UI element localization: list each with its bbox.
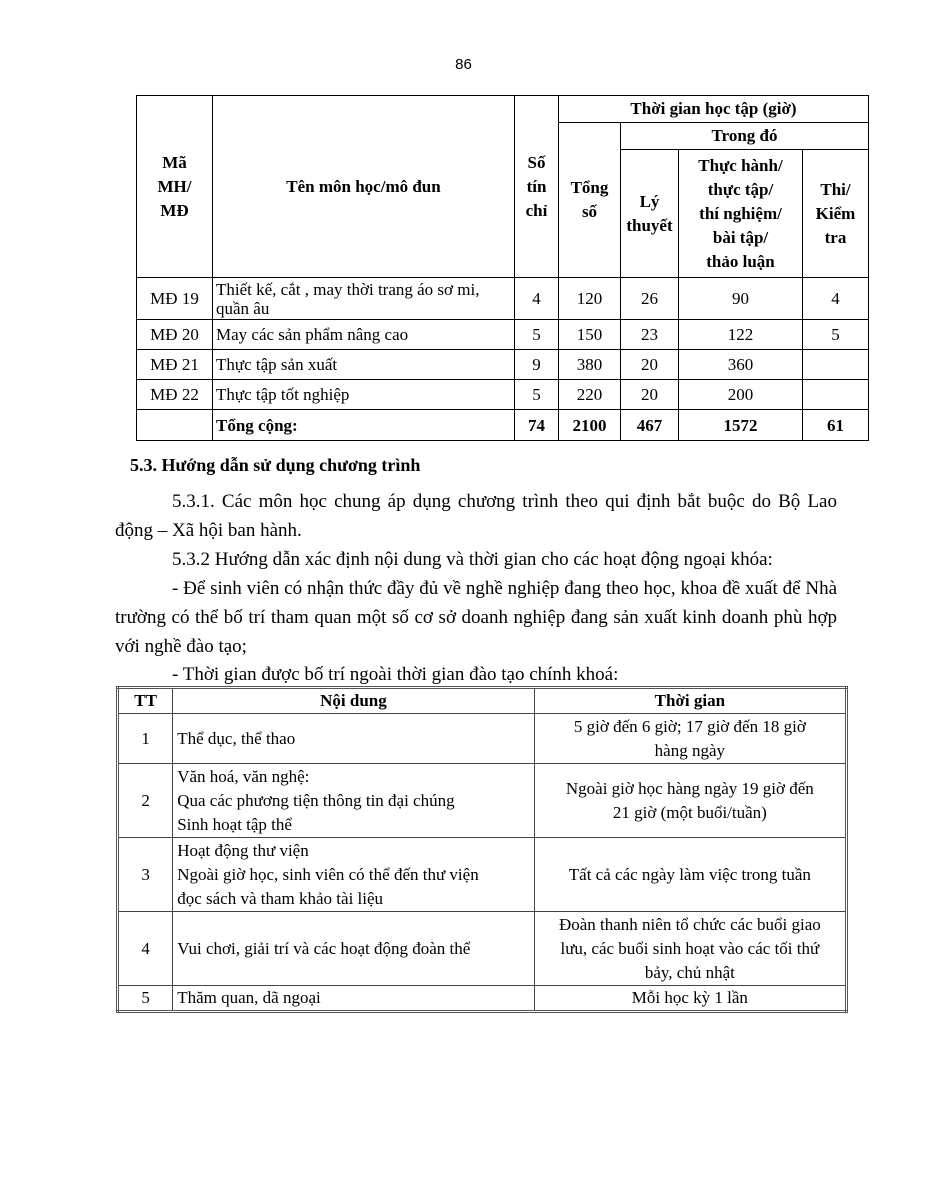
paragraph-field-trip: - Để sinh viên có nhận thức đầy đủ về nghề nghiệp đang theo học, khoa đề xuất để Nhà trường có thể bố trí tham quan một số cơ sở doanh nghiệp đang sản xuất kinh doanh phù hợp với nghề đào tạo; <box>115 578 837 657</box>
header-content: Nội dung <box>173 688 534 714</box>
header-tt: TT <box>118 688 173 714</box>
header-total: Tổng số <box>559 123 621 278</box>
header-credits: Số tín chỉ <box>515 96 559 278</box>
table-row: MĐ 19 Thiết kế, cắt , may thời trang áo sơ mi, quần âu 4 120 26 90 4 <box>137 278 869 320</box>
paragraph-time-allocation: - Thời gian được bố trí ngoài thời gian đào tạo chính khoá: <box>172 664 619 685</box>
table-row: 2 Văn hoá, văn nghệ: Qua các phương tiện thông tin đại chúng Sinh hoạt tập thể Ngoài giờ học hàng ngày 19 giờ đến 21 giờ (một buổi/tuần) <box>118 764 847 838</box>
header-time: Thời gian <box>534 688 846 714</box>
paragraph-extracurricular-guide: 5.3.2 Hướng dẫn xác định nội dung và thời gian cho các hoạt động ngoại khóa: <box>172 549 773 570</box>
table-row: 3 Hoạt động thư viện Ngoài giờ học, sinh viên có thể đến thư viện đọc sách và tham khảo tài liệu Tất cả các ngày làm việc trong tuần <box>118 838 847 912</box>
header-name: Tên môn học/mô đun <box>213 96 515 278</box>
total-row: Tổng cộng: 74 2100 467 1572 61 <box>137 410 869 441</box>
header-theory: Lý thuyết <box>621 150 679 278</box>
header-code: Mã MH/ MĐ <box>137 96 213 278</box>
table-row: 1 Thể dục, thể thao 5 giờ đến 6 giờ; 17 giờ đến 18 giờ hàng ngày <box>118 714 847 764</box>
table-row: 5 Thăm quan, dã ngoại Mỗi học kỳ 1 lần <box>118 986 847 1012</box>
activities-table <box>116 686 848 1013</box>
paragraph-general-subjects: 5.3.1. Các môn học chung áp dụng chương trình theo qui định bắt buộc do Bộ Lao động – Xã hội ban hành. <box>115 491 837 541</box>
table-row: 4 Vui chơi, giải trí và các hoạt động đoàn thể Đoàn thanh niên tổ chức các buổi giao lưu, các buổi sinh hoạt vào các tối thứ bảy, chủ nhật <box>118 912 847 986</box>
header-sub-group: Trong đó <box>621 123 869 150</box>
section-heading: 5.3. Hướng dẫn sử dụng chương trình <box>130 455 421 475</box>
page-number: 86 <box>455 56 472 73</box>
table-row: MĐ 22 Thực tập tốt nghiệp 5 220 20 200 <box>137 380 869 410</box>
header-practice: Thực hành/ thực tập/ thí nghiệm/ bài tập/ thảo luận <box>679 150 803 278</box>
curriculum-table <box>136 95 869 441</box>
table-row: MĐ 20 May các sản phẩm nâng cao 5 150 23 122 5 <box>137 320 869 350</box>
header-exam: Thi/ Kiểm tra <box>803 150 869 278</box>
table-row: MĐ 21 Thực tập sản xuất 9 380 20 360 <box>137 350 869 380</box>
header-time-group: Thời gian học tập (giờ) <box>559 96 869 123</box>
